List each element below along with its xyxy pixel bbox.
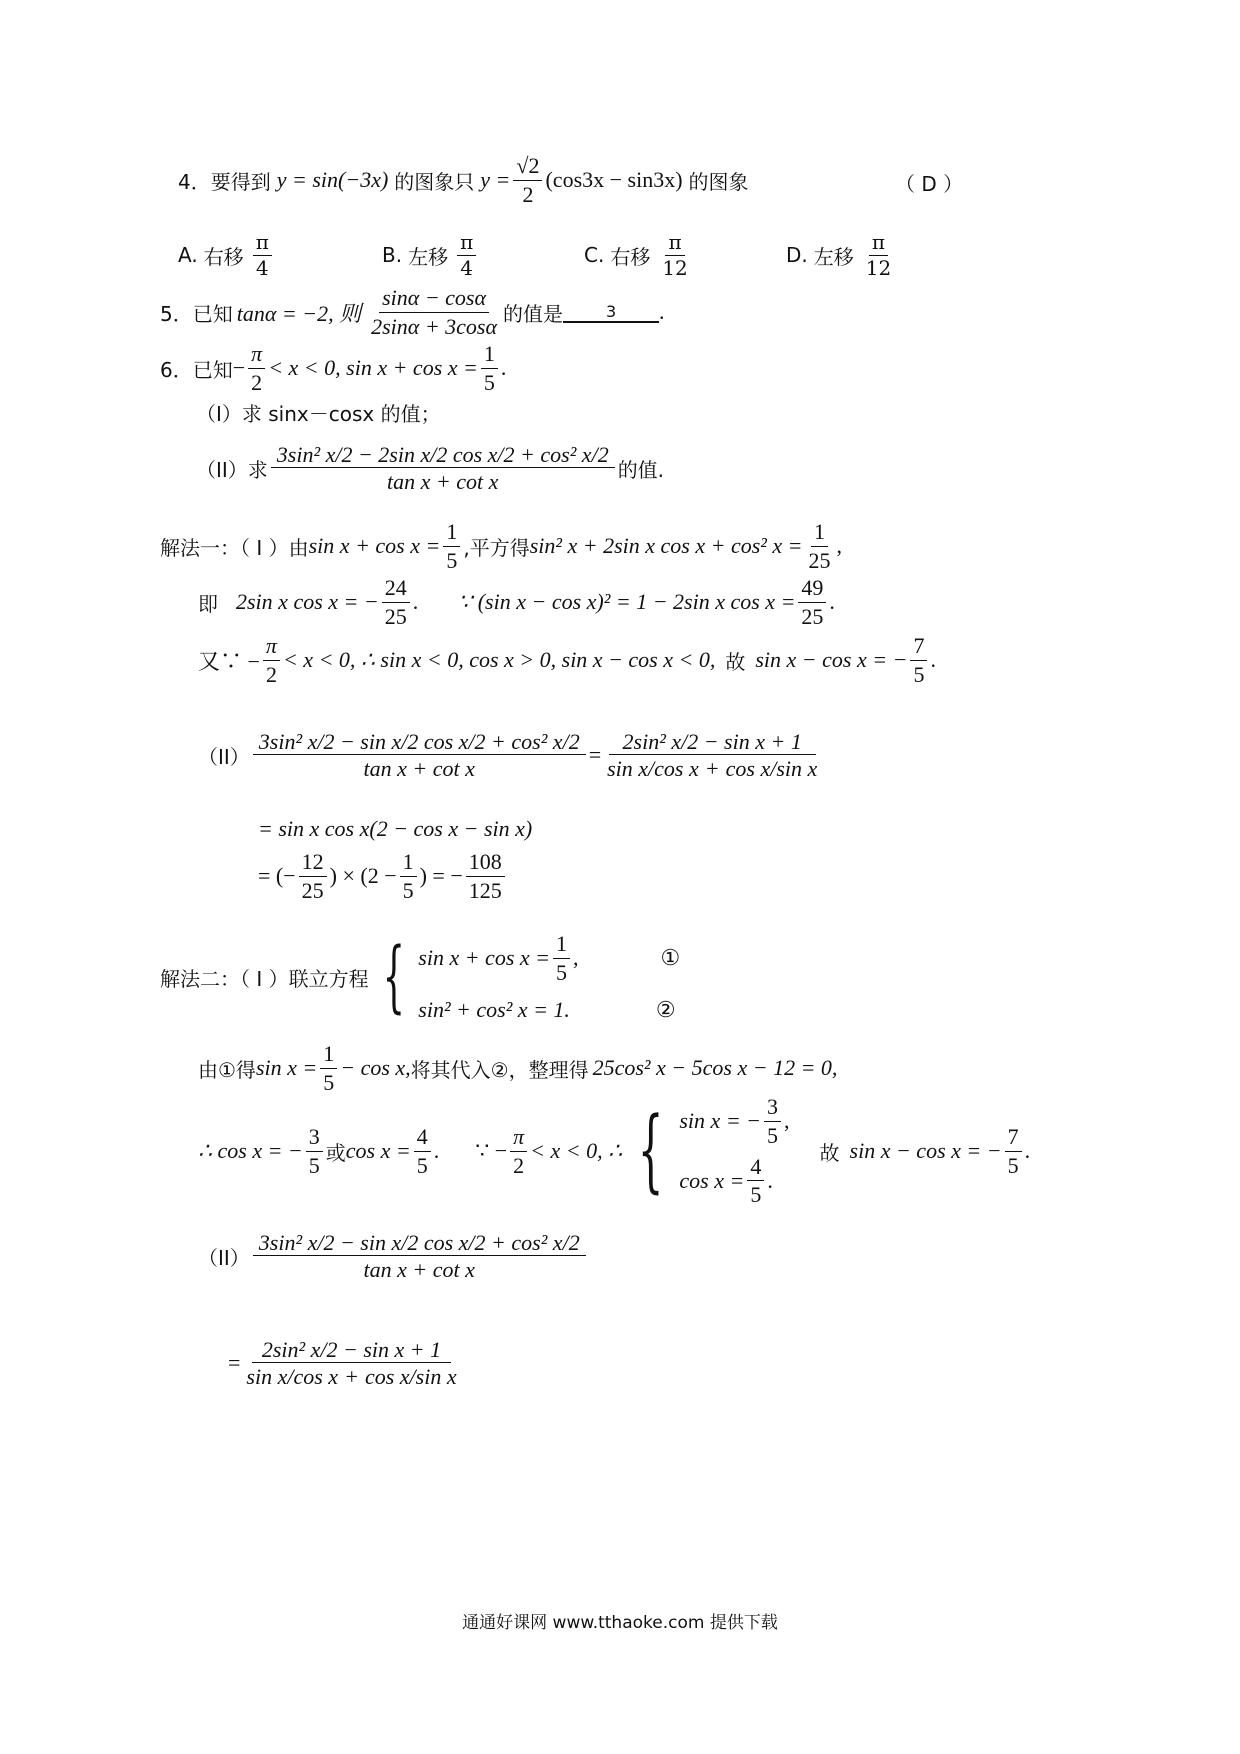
fraction: $\frac{108}{125}$ xyxy=(466,849,505,903)
fraction: $\frac{\pi}{2}$ xyxy=(263,633,280,687)
solution-text: 由①得 xyxy=(198,1057,256,1082)
circled-number-1: ① xyxy=(660,945,681,970)
equation-system xyxy=(679,1094,789,1207)
punctuation: . xyxy=(1024,1138,1031,1163)
math-expression: − xyxy=(232,355,246,380)
fraction: $\frac{\text{3sin² x/2 − sin x/2 cos x/2 + cos² x/2}}{\text{tan x + cot x}}$ xyxy=(253,1230,586,1283)
solution-text: 故 xyxy=(725,649,746,674)
question-6-part-2 xyxy=(196,430,664,506)
question-4-stem xyxy=(178,150,749,210)
fraction: $\frac{\pi}{12}$ xyxy=(662,229,688,280)
math-expression: = xyxy=(228,1350,241,1375)
left-brace-icon: { xyxy=(382,932,405,1022)
solution-1-line-6 xyxy=(258,848,508,904)
solution-1-part-2 xyxy=(198,700,823,810)
punctuation: . xyxy=(500,355,507,380)
fraction: $\frac{1}{5}$ xyxy=(400,849,417,903)
solution-heading: 解法二：（ I ）联立方程 xyxy=(160,966,369,991)
fraction: 2sin² x/2 − sin x + 1 sin x/cos x + cos x/sin x xyxy=(607,728,818,781)
option-b xyxy=(382,229,479,280)
circled-number-2: ② xyxy=(655,996,676,1022)
math-expression: sin x + cos x = xyxy=(308,533,441,558)
answer-label: （ D ） xyxy=(895,172,964,196)
punctuation: . xyxy=(829,589,835,614)
math-expression: sin x = − xyxy=(679,1108,762,1134)
question-6-part-1: （I）求 sinx－cosx 的值； xyxy=(196,402,441,426)
solution-2-part-2-result xyxy=(228,1308,463,1418)
fraction: $\frac{\pi}{12}$ xyxy=(865,229,892,280)
math-expression: ) = − xyxy=(419,863,463,888)
answer-blank: 3 xyxy=(563,302,659,323)
math-expression: ∵ (sin x − cos x)² = 1 − 2sin x cos x = xyxy=(458,589,796,614)
solution-1-line-3 xyxy=(198,632,936,688)
fraction: $\frac{1}{5}$ xyxy=(481,341,498,395)
punctuation: , xyxy=(573,945,579,970)
fraction: 2sin² x/2 − sin x + 1 sin x/cos x + cos x/sin x xyxy=(246,1336,457,1389)
question-text: 已知 xyxy=(192,301,233,326)
math-expression: (cos3x − sin3x) xyxy=(545,167,683,192)
fraction: $\frac{\pi}{4}$ xyxy=(253,231,272,280)
question-number: 5． xyxy=(160,301,193,326)
equation-system xyxy=(418,931,680,1023)
fraction: $\frac{\pi}{4}$ xyxy=(457,231,476,280)
option-text: 左移 xyxy=(813,244,854,269)
punctuation: . xyxy=(659,299,665,324)
solution-2-system xyxy=(160,932,680,1022)
math-expression: < x < 0, ∴ xyxy=(530,1138,623,1163)
fraction: $\frac{\pi}{2}$ xyxy=(510,1124,527,1178)
math-expression: sin x − cos x = − xyxy=(849,1138,1002,1163)
option-text: 左移 xyxy=(408,244,449,269)
math-expression: sin² x + 2sin x cos x + cos² x = xyxy=(529,533,803,558)
left-brace-icon: { xyxy=(637,1098,664,1203)
option-a xyxy=(178,229,275,280)
fraction: $\frac{7}{5}$ xyxy=(910,633,927,687)
question-6 xyxy=(160,342,506,394)
solution-2-part-2 xyxy=(198,1218,589,1294)
equation-1: sin x + cos x = xyxy=(418,945,550,970)
math-expression: y = sin(−3x) xyxy=(276,167,389,192)
option-label: C. xyxy=(584,243,605,267)
part-label: （II）求 xyxy=(196,457,268,482)
fraction: $\frac{49}{25}$ xyxy=(798,575,826,629)
question-text: 已知 xyxy=(192,357,233,382)
question-5 xyxy=(160,286,665,338)
fraction: $\frac{3}{5}$ xyxy=(306,1124,323,1178)
punctuation: . xyxy=(433,1138,440,1163)
punctuation: . xyxy=(930,647,936,672)
fraction: $\frac{√2}{2}$ xyxy=(513,153,542,207)
fraction: $\frac{1}{25}$ xyxy=(808,519,831,573)
fraction: $\frac{24}{25}$ xyxy=(382,575,410,629)
math-expression: cos x = xyxy=(679,1167,745,1193)
option-label: A. xyxy=(178,243,198,267)
solution-2-line-2 xyxy=(198,1040,837,1096)
part-label: （II） xyxy=(198,744,250,769)
option-d xyxy=(786,229,897,280)
option-label: B. xyxy=(382,243,403,267)
punctuation: , xyxy=(784,1108,790,1134)
math-expression: 25cos² x − 5cos x − 12 = 0, xyxy=(592,1055,838,1080)
equation-2: sin² + cos² x = 1. xyxy=(418,996,570,1022)
solution-text: 将其代入②，整理得 xyxy=(410,1057,589,1082)
fraction: $\frac{7}{5}$ xyxy=(1005,1124,1022,1178)
solution-text: 或 xyxy=(325,1140,346,1165)
punctuation: , xyxy=(836,533,843,558)
math-expression: 2sin x cos x = − xyxy=(236,589,379,614)
fraction: $\frac{1}{5}$ xyxy=(553,931,570,985)
question-text: 要得到 xyxy=(210,169,271,194)
math-expression: − cos x, xyxy=(340,1055,411,1080)
fraction: $\frac{12}{25}$ xyxy=(299,849,327,903)
punctuation: . xyxy=(767,1167,773,1193)
solution-1-line-5: = sin x cos x(2 − cos x − sin x) xyxy=(258,816,533,841)
fraction: $\frac{1}{5}$ xyxy=(320,1041,337,1095)
option-label: D. xyxy=(786,243,808,267)
math-expression: 又∵ − xyxy=(198,648,260,674)
math-expression: y = xyxy=(480,167,511,192)
solution-text: ,平方得 xyxy=(463,535,530,560)
question-text: 的值. xyxy=(617,457,665,482)
solution-text: 即 xyxy=(198,591,218,616)
math-expression: < x < 0, ∴ sin x < 0, cos x > 0, sin x − cos x < 0, xyxy=(282,647,716,672)
fraction: $\frac{\text{3sin² x/2 − sin x/2 cos x/2 + cos² x/2}}{\text{tan x + cot x}}$ xyxy=(253,729,586,782)
punctuation: . xyxy=(412,589,419,614)
math-expression: = xyxy=(588,742,602,767)
fraction: $\frac{4}{5}$ xyxy=(414,1124,431,1178)
math-expression: = (− xyxy=(258,863,296,888)
math-expression: ) × (2 − xyxy=(329,863,397,888)
option-text: 右移 xyxy=(610,244,651,269)
option-text: 右移 xyxy=(203,244,244,269)
option-c xyxy=(584,229,694,280)
fraction: $\frac{4}{5}$ xyxy=(747,1154,764,1208)
question-text: 的图象 xyxy=(688,169,749,194)
math-expression: ∴ cos x = − xyxy=(198,1138,303,1163)
question-number: 6． xyxy=(160,357,193,382)
question-text: 的图象只 xyxy=(394,169,475,194)
math-expression: sin x − cos x = − xyxy=(755,647,908,672)
fraction: $\frac{\text{3sin² x/2 − 2sin x/2 cos x/2 + cos² x/2}}{\text{tan x + cot x}}$ xyxy=(271,442,615,495)
math-expression: cos x = xyxy=(345,1138,411,1163)
solution-text: 故 xyxy=(819,1140,840,1165)
question-number: 4． xyxy=(178,169,211,194)
math-expression: tanα = −2, 则 xyxy=(236,300,362,326)
math-expression: ∵ − xyxy=(475,1138,508,1163)
fraction: $\frac{1}{5}$ xyxy=(443,519,460,573)
math-expression: < x < 0, sin x + cos x = xyxy=(268,355,478,380)
solution-2-line-3 xyxy=(198,1096,1030,1206)
solution-1-line-1 xyxy=(160,518,842,574)
fraction: $\frac{\pi}{2}$ xyxy=(248,341,265,395)
solution-1-line-2 xyxy=(198,574,835,630)
part-label: （II） xyxy=(198,1245,250,1270)
solution-heading: 解法一：（ I ）由 xyxy=(160,535,309,560)
fraction: $\frac{\sin\alpha - \cos\alpha}{2\sin\alpha + 3\cos\alpha}$ xyxy=(371,285,498,339)
page-footer: 通通好课网 www.tthaoke.com 提供下载 xyxy=(462,1613,778,1633)
math-expression: sin x = xyxy=(255,1055,318,1080)
fraction: $\frac{3}{5}$ xyxy=(764,1094,781,1148)
question-text: 的值是 xyxy=(503,301,564,326)
